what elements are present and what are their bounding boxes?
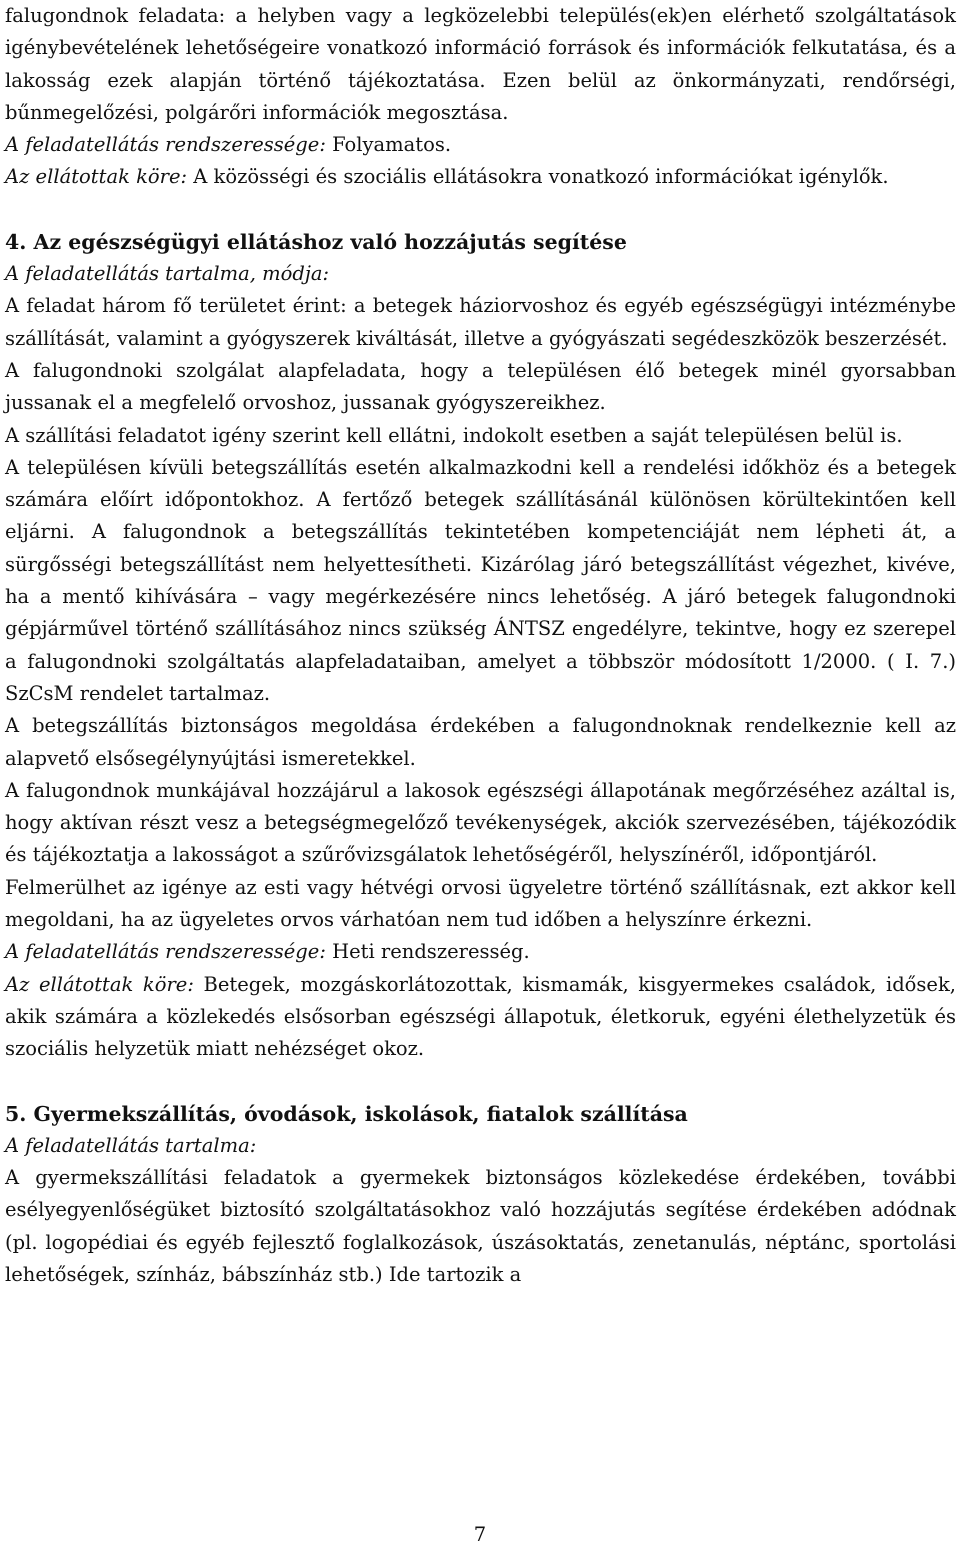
document-page bbox=[5, 0, 956, 1291]
section-5-content-label: A feladatellátás tartalma: bbox=[5, 1133, 257, 1157]
page-number: 7 bbox=[473, 1523, 487, 1546]
intro-paragraph: falugondnok feladata: a helyben vagy a legközelebbi település(ek)en elérhető szolgáltatások igénybevételének lehetőségeire vonatkozó információ források és információk felkutatása, és a lakosság ezek alapján történő tájékoztatása. Ezen belül az önkormányzati, rendőrségi, bűnmegelőzési, polgárőri információk megosztása. bbox=[5, 4, 956, 124]
frequency-label: A feladatellátás rendszeressége: bbox=[5, 133, 326, 157]
frequency-value: Folyamatos. bbox=[325, 133, 452, 157]
intro-scope bbox=[5, 161, 956, 193]
frequency-label: A feladatellátás rendszeressége: bbox=[5, 940, 326, 964]
section-5-paragraph: A gyermekszállítási feladatok a gyermekek biztonságos közlekedése érdekében, további esélyegyenlőségüket biztosító szolgáltatásokhoz való hozzájutás segítése érdekében adódnak (pl. logopédiai és egyéb fejlesztő foglalkozások, úszásoktatás, zenetanulás, néptánc, sportolási lehetőségek, színház, bábszínház stb.) Ide tartozik a bbox=[5, 1166, 956, 1286]
section-4-scope bbox=[5, 969, 956, 1066]
frequency-value: Heti rendszeresség. bbox=[325, 940, 530, 964]
scope-value: A közösségi és szociális ellátásokra vonatkozó információkat igénylők. bbox=[187, 165, 889, 189]
section-4-paragraph: A betegszállítás biztonságos megoldása érdekében a falugondnoknak rendelkeznie kell az alapvető elsősegélynyújtási ismeretekkel. bbox=[5, 714, 956, 770]
section-4-paragraph: A feladat három fő területet érint: a betegek háziorvoshoz és egyéb egészségügyi intézménybe szállítását, valamint a gyógyszerek kiváltását, illetve a gyógyászati segédeszközök beszerzését. bbox=[5, 294, 956, 350]
section-4-frequency bbox=[5, 936, 956, 968]
section-4-paragraph: A szállítási feladatot igény szerint kell ellátni, indokolt esetben a saját településen belül is. bbox=[5, 423, 903, 447]
section-4-content-label: A feladatellátás tartalma, módja: bbox=[5, 262, 330, 286]
scope-label: Az ellátottak köre: bbox=[5, 165, 188, 189]
section-5-heading: 5. Gyermekszállítás, óvodások, iskolások, fiatalok szállítása bbox=[5, 1101, 688, 1126]
section-gap bbox=[5, 1066, 956, 1098]
scope-label: Az ellátottak köre: bbox=[5, 972, 194, 996]
section-4-paragraph: Felmerülhet az igénye az esti vagy hétvégi orvosi ügyeletre történő szállításnak, ezt akkor kell megoldani, ha az ügyeletes orvos várhatóan nem tud időben a helyszínre érkezni. bbox=[5, 875, 956, 932]
section-4-paragraph: A falugondnok munkájával hozzájárul a lakosok egészségi állapotának megőrzéséhez azáltal is, hogy aktívan részt vesz a betegségmegelőző tevékenységek, akciók szervezésében, tájékozódik és tájékoztatja a lakosságot a szűrővizsgálatok lehetőségéről, helyszínéről, időpontjáról. bbox=[5, 778, 956, 867]
section-4-paragraph: A falugondnoki szolgálat alapfeladata, hogy a településen élő betegek minél gyorsabban jussanak el a megfelelő orvoshoz, jussanak gyógyszereikhez. bbox=[5, 358, 956, 415]
section-gap bbox=[5, 194, 956, 226]
scope-value: Betegek, mozgáskorlátozottak, kismamák, kisgyermekes családok, idősek, akik számára a közlekedés elsősorban egészségi állapotuk, életkoruk, egyéni élethelyzetük és szociális helyzetük miatt nehézséget okoz. bbox=[5, 972, 956, 1061]
section-4-paragraph: A településen kívüli betegszállítás esetén alkalmazkodni kell a rendelési időkhöz és a betegek számára előírt időpontokhoz. A fertőző betegek szállításánál különösen körültekintően kell eljárni. A falugondnok a betegszállítás tekintetében kompetenciáját nem lépheti át, a sürgősségi betegszállítást nem helyettesítheti. Kizárólag járó betegszállítást végezhet, kivéve, ha a mentő kihívására – vagy megérkezésére nincs lehetőség. A járó betegek falugondnoki gépjárművel történő szállításához nincs szükség ÁNTSZ engedélyre, tekintve, hogy ez szerepel a falugondnoki szolgáltatás alapfeladataiban, amelyet a többször módosított 1/2000. ( I. 7.) SzCsM rendelet tartalmaz. bbox=[5, 455, 956, 705]
intro-frequency bbox=[5, 129, 956, 161]
section-4-heading: 4. Az egészségügyi ellátáshoz való hozzájutás segítése bbox=[5, 229, 627, 254]
